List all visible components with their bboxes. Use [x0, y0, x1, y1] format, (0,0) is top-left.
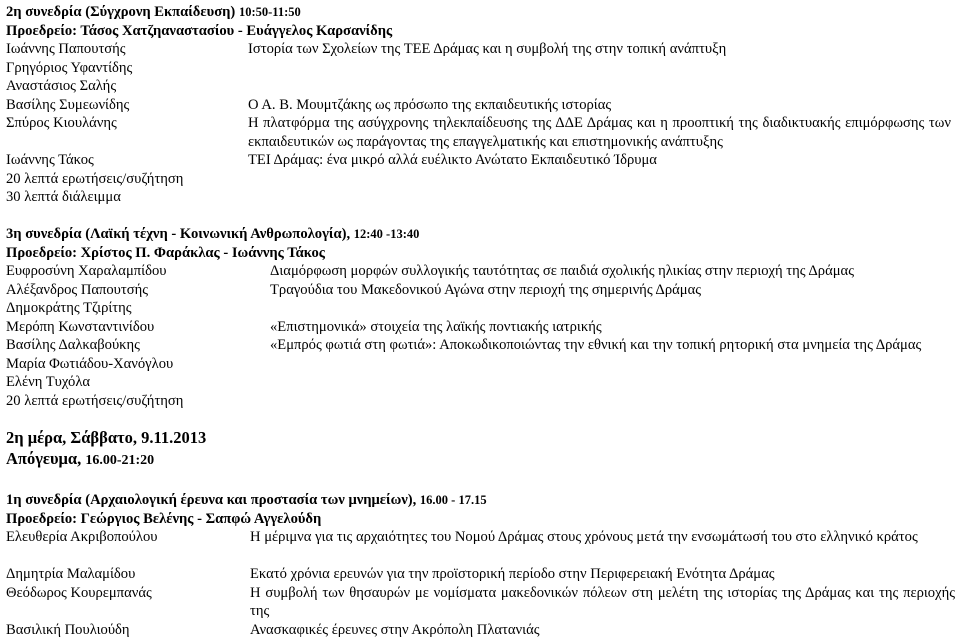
speakers [6, 262, 166, 281]
speaker: 20 λεπτά ερωτήσεις/συζήτηση [6, 392, 184, 409]
speaker: Δημοκράτης Τζιρίτης [6, 300, 132, 316]
speaker: 30 λεπτά διάλειμμα [6, 189, 121, 205]
talk-title: «Εμπρός φωτιά στη φωτιά»: Αποκωδικοποιώντας την εθνική και την τοπική ρητορική στα μνημεία της Δράμας [270, 337, 922, 353]
speaker: 20 λεπτά ερωτήσεις/συζήτηση [6, 170, 184, 187]
speaker: Σπύρος Κιουλάνης [6, 115, 117, 131]
speakers [6, 151, 183, 207]
session1-time: 16.00 - 17.15 [419, 493, 487, 507]
speaker: Θεόδωρος Κουρεμπανάς [6, 584, 152, 601]
speakers [6, 528, 157, 547]
session3-time: 12:40 -13:40 [353, 227, 420, 241]
speaker: Ελένη Τυχόλα [6, 374, 91, 390]
speakers [6, 318, 154, 337]
session3-title [6, 225, 419, 244]
speakers [6, 565, 135, 584]
speaker: Ευφροσύνη Χαραλαμπίδου [6, 263, 167, 279]
speaker: Γρηγόριος Υφαντίδης [6, 59, 133, 76]
session2-chair: Προεδρείο: Τάσος Χατζηαναστασίου - Ευάγγελος Καρσανίδης [6, 22, 393, 39]
speakers [6, 40, 132, 96]
speakers [6, 281, 148, 318]
talk-title: Ιστορία των Σχολείων της ΤΕΕ Δράμας και η συμβολή της στην τοπική ανάπτυξη [248, 41, 727, 57]
talk-title: Η συμβολή των θησαυρών με νομίσματα μακεδονικών πόλεων στη μελέτη της ιστορίας της Δράμας και της περιοχής της [250, 584, 955, 619]
session1-chair: Προεδρείο: Γεώργιος Βελένης - Σαπφώ Αγγελούδη [6, 510, 322, 527]
talk-title: Ο Α. Β. Μουμτζάκης ως πρόσωπο της εκπαιδευτικής ιστορίας [248, 96, 612, 113]
speakers [6, 96, 129, 115]
speaker: Αλέξανδρος Παπουτσής [6, 281, 149, 298]
speaker: Ιωάννης Παπουτσής [6, 41, 126, 57]
session2-title-text: 2η συνεδρία (Σύγχρονη Εκπαίδευση) [6, 4, 239, 20]
speaker: Δημητρία Μαλαμίδου [6, 566, 136, 582]
session1-title [6, 491, 487, 510]
speaker: Μερόπη Κωνσταντινίδου [6, 318, 155, 335]
afternoon-time: 16.00-21:20 [85, 453, 155, 468]
speakers [6, 114, 117, 133]
speakers [6, 584, 152, 603]
talk-title: Εκατό χρόνια ερευνών για την προϊστορική περίοδο στην Περιφερειακή Ενότητα Δράμας [250, 566, 775, 582]
day2-afternoon [6, 449, 154, 471]
talk-title: Τραγούδια του Μακεδονικού Αγώνα στην περιοχή της σημερινής Δράμας [270, 281, 701, 298]
session1-title-text: 1η συνεδρία (Αρχαιολογική έρευνα και προστασία των μνημείων), [6, 492, 420, 508]
talk-title: «Επιστημονικά» στοιχεία της λαϊκής ποντιακής ιατρικής [270, 318, 602, 335]
session2-title [6, 3, 301, 22]
talk-title: Ανασκαφικές έρευνες στην Ακρόπολη Πλατανιάς [250, 621, 540, 638]
speaker: Αναστάσιος Σαλής [6, 78, 117, 94]
afternoon-label: Απόγευμα, [6, 449, 86, 468]
speakers [6, 336, 183, 410]
day2-date: 2η μέρα, Σάββατο, 9.11.2013 [6, 428, 207, 447]
speaker: Βασίλης Συμεωνίδης [6, 96, 130, 113]
talk-title: Διαμόρφωση μορφών συλλογικής ταυτότητας σε παιδιά σχολικής ηλικίας στην περιοχή της Δράμας [270, 263, 854, 279]
speaker: Βασιλική Πουλιούδη [6, 621, 130, 638]
speakers [6, 621, 130, 640]
talk-title: ΤΕΙ Δράμας: ένα μικρό αλλά ευέλικτο Ανώτατο Εκπαιδευτικό Ίδρυμα [248, 152, 657, 168]
talk-title: Η πλατφόρμα της ασύγχρονης τηλεκπαίδευσης της ΔΔΕ Δράμας και η προοπτική της διαδικτυακής επιμόρφωσης των εκπαιδευτικών ως παράγοντας της επαγγελματικής και επιστημονικής ανάπτυξης [248, 115, 951, 150]
speaker: Βασίλης Δαλκαβούκης [6, 337, 140, 353]
session3-chair: Προεδρείο: Χρίστος Π. Φαράκλας - Ιωάννης Τάκος [6, 244, 325, 261]
session2-time: 10:50-11:50 [238, 5, 301, 19]
talk-title: Η μέριμνα για τις αρχαιότητες του Νομού Δράμας στους χρόνους μετά την ενσωμάτωσή του στο ελληνικό κράτος [250, 529, 918, 545]
speaker: Ιωάννης Τάκος [6, 152, 94, 168]
speaker: Μαρία Φωτιάδου-Χανόγλου [6, 355, 174, 372]
session3-title-text: 3η συνεδρία (Λαϊκή τέχνη - Κοινωνική Ανθρωπολογία), [6, 226, 354, 242]
speaker: Ελευθερία Ακριβοπούλου [6, 529, 158, 545]
